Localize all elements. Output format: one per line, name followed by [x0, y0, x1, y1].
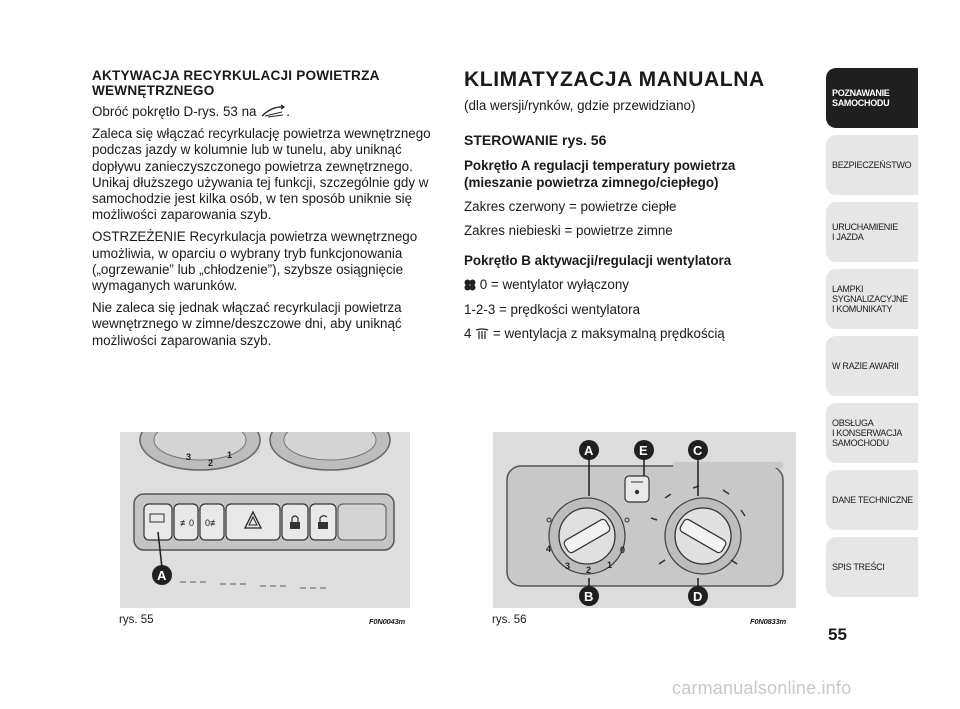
chapter-sidebar — [826, 68, 918, 604]
controls-heading: STEROWANIE rys. 56 — [464, 132, 607, 149]
recirculation-instruction: Obróć pokrętło D-rys. 53 na . — [92, 104, 290, 119]
climate-control-panel-illustration — [493, 432, 796, 608]
fan-speed-number: 3 — [565, 561, 571, 571]
recirculation-caution: Nie zaleca się jednak włączać recyrkulacji powietrza wewnętrznego w zimne/deszczowe dni, aby uniknąć możliwości zaparowania szyb. — [92, 300, 402, 348]
chapter-tab[interactable]: BEZPIECZEŃSTWO — [826, 135, 918, 195]
fan-speed-number: 2 — [586, 565, 592, 575]
page-number: 55 — [828, 625, 847, 644]
callout-label: A — [157, 568, 167, 583]
callout-label: A — [584, 443, 594, 458]
chapter-tab[interactable]: OBSŁUGA I KONSERWACJA SAMOCHODU — [826, 403, 918, 463]
recirculation-heading: AKTYWACJA RECYRKULACJI POWIETRZA WEWNĘTRZNEGO — [92, 68, 380, 98]
figure-55-caption: rys. 55 — [119, 614, 154, 626]
dial-number: 1 — [227, 450, 233, 460]
page-title: KLIMATYZACJA MANUALNA — [464, 68, 765, 91]
page-subtitle: (dla wersji/rynków, gdzie przewidziano) — [464, 98, 696, 113]
fan-icon — [464, 279, 476, 291]
watermark: carmanualsonline.info — [672, 678, 852, 698]
fan-speed-number: 4 — [546, 544, 552, 554]
chapter-tab[interactable]: URUCHAMIENIE I JAZDA — [826, 202, 918, 262]
callout-label: D — [693, 589, 703, 604]
figure-56-caption: rys. 56 — [492, 614, 527, 626]
figure-56-code: F0N0833m — [750, 617, 786, 626]
chapter-tab[interactable]: DANE TECHNICZNE — [826, 470, 918, 530]
knob-a-heading: Pokrętło A regulacji temperatury powietrza (mieszanie powietrza zimnego/ciepłego) — [464, 158, 736, 190]
fan-speed-number: 1 — [607, 560, 613, 570]
figure-55 — [120, 432, 410, 608]
fan-off-text: 0 = wentylator wyłączony — [464, 277, 804, 293]
max-ventilation-icon — [475, 328, 489, 340]
blue-range-text: Zakres niebieski = powietrze zimne — [464, 223, 673, 239]
callout-label: C — [693, 443, 703, 458]
chapter-tab[interactable]: LAMPKI SYGNALIZACYJNE I KOMUNIKATY — [826, 269, 918, 329]
left-column — [92, 68, 444, 355]
fan-max-text: 4 = wentylacja z maksymalną prędkością — [464, 325, 725, 341]
chapter-tab[interactable]: W RAZIE AWARII — [826, 336, 918, 396]
dial-number: 3 — [186, 452, 192, 462]
recirculation-advice: Zaleca się włączać recyrkulację powietrza wewnętrznego podczas jazdy w kolumnie lub w tunelu, aby uniknąć dopływu zanieczyszczonego powietrza zewnętrznego. Unikaj dłuższego używania tej funkcji, szczególnie gdy w samochodzie jest kilka osób, w ten sposób uniknie się możliwości zaparowania szyb. — [92, 126, 431, 223]
callout-label: E — [639, 443, 648, 458]
right-column — [464, 68, 804, 348]
dial-number: 2 — [208, 458, 214, 468]
recirculation-warning: OSTRZEŻENIE Recyrkulacja powietrza wewnętrznego umożliwia, w oparciu o wybrany tryb funkcjonowania („ogrzewanie” lub „chłodzenie”), szybsze osiągnięcie wymaganych warunków. — [92, 229, 418, 294]
chapter-tab[interactable]: SPIS TREŚCI — [826, 537, 918, 597]
fan-speeds-text: 1-2-3 = prędkości wentylatora — [464, 301, 641, 317]
figure-56 — [493, 432, 796, 608]
recirculation-icon — [260, 104, 286, 118]
callout-label: B — [584, 589, 594, 604]
svg-text:≢0: ≢0 — [180, 518, 195, 528]
figure-55-code: F0N0043m — [369, 617, 405, 626]
dashboard-switch-panel-illustration — [120, 432, 410, 608]
svg-text:0≢: 0≢ — [205, 518, 220, 528]
chapter-tab[interactable]: POZNAWANIE SAMOCHODU — [826, 68, 918, 128]
fan-speed-number: 0 — [620, 545, 626, 555]
knob-b-heading: Pokrętło B aktywacji/regulacji wentylatora — [464, 253, 732, 269]
red-range-text: Zakres czerwony = powietrze ciepłe — [464, 198, 677, 214]
